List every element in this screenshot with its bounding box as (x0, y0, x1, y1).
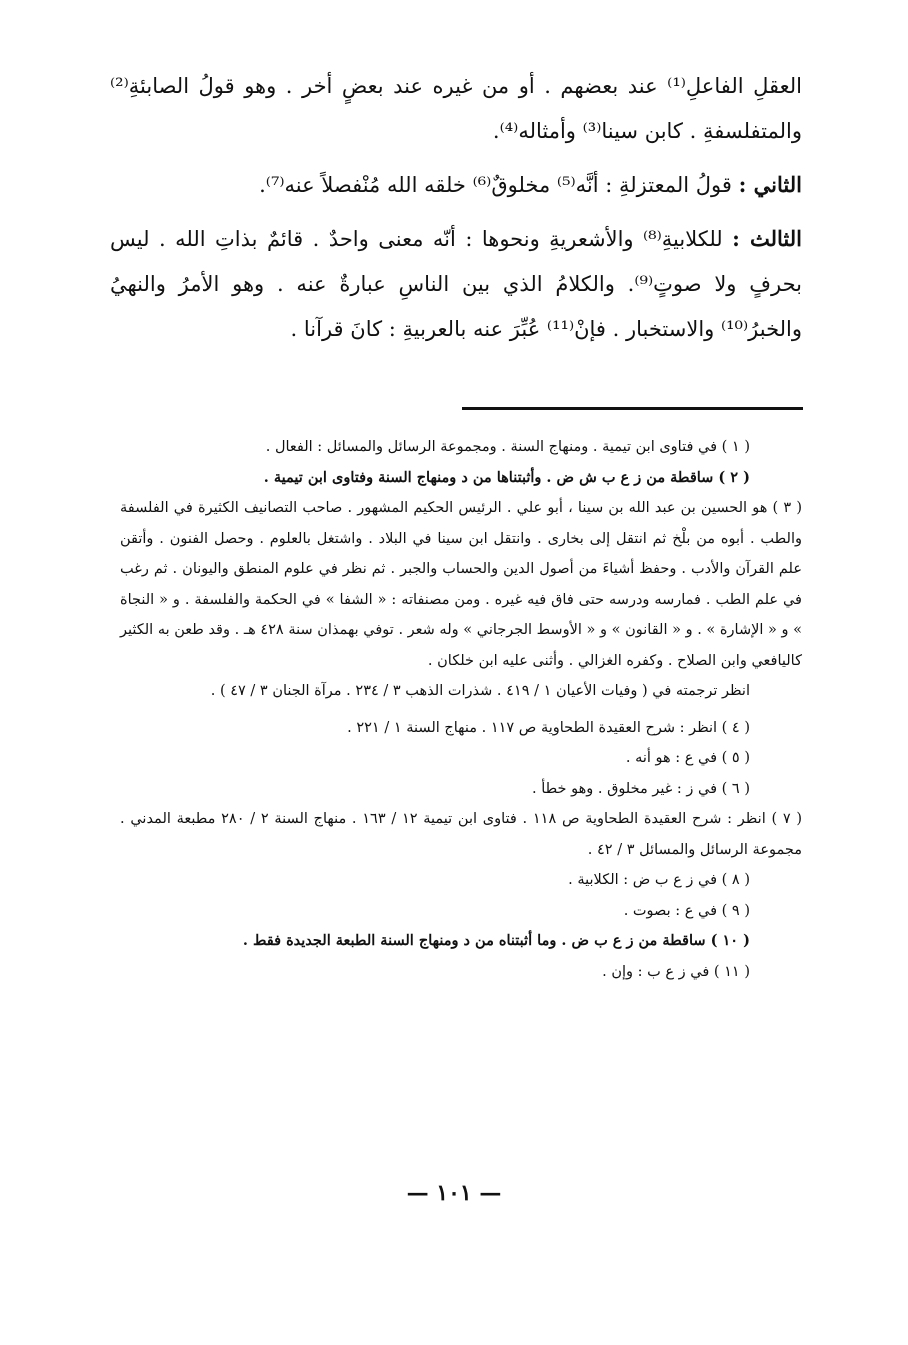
main-text (110, 64, 802, 352)
footnote-2: ( ٢ ) ساقطة من ز ع ب ش ض . وأثبتناها من د ومنهاج السنة وفتاوى ابن تيمية . (263, 468, 750, 486)
paragraph-2-text: قولُ المعتزلةِ : أنَّه⁽⁵⁾ مخلوقٌ⁽⁶⁾ خلقه الله مُنْفصلاً عنه⁽⁷⁾. (259, 173, 732, 197)
footnote-4: ( ٤ ) انظر : شرح العقيدة الطحاوية ص ١١٧ . منهاج السنة ١ / ٢٢١ . (347, 719, 750, 736)
paragraph-1: العقلِ الفاعلِ⁽¹⁾ عند بعضهم . أو من غيره عند بعضٍ أخر . وهو قولُ الصابئةِ⁽²⁾ والمتفلسفةِ . كابن سينا⁽³⁾ وأمثاله⁽⁴⁾. (110, 74, 802, 143)
page-number: — ١٠١ — (406, 1180, 502, 1206)
footnote-7: ( ٧ ) انظر : شرح العقيدة الطحاوية ص ١١٨ . فتاوى ابن تيمية ١٢ / ١٦٣ . منهاج السنة ٢ / ٢٨٠ مطبعة المدني . مجموعة الرسائل والمسائل ٣ / ٤٢ . (120, 811, 802, 858)
footnote-8: ( ٨ ) في ز ع ب ض : الكلابية . (568, 872, 750, 888)
paragraph-2 (110, 162, 802, 208)
footnotes (120, 432, 802, 987)
footnote-9: ( ٩ ) في ع : بصوت . (623, 902, 750, 919)
footnote-10: ( ١٠ ) ساقطة من ز ع ب ض . وما أثبتناه من د ومنهاج السنة الطبعة الجديدة فقط . (242, 932, 750, 949)
paragraph-2-lead: الثاني : (738, 172, 802, 197)
footnote-6: ( ٦ ) في ز : غير مخلوق . وهو خطأ . (532, 780, 750, 797)
paragraph-3-text: للكلابيةِ⁽⁸⁾ والأشعريةِ ونحوها : أنّه معنى واحدٌ . قائمٌ بذاتِ الله . ليس بحرفٍ ولا صوتٍ⁽⁹⁾. والكلامُ الذي بين الناسِ عبارةٌ عنه . وهو الأمرُ والنهيُ والخبرُ⁽¹⁰⁾ والاستخبار . فإنْ⁽¹¹⁾ عُبِّرَ عنه بالعربيةِ : كانَ قرآنا . (110, 227, 802, 341)
paragraph-3-lead: الثالث : (732, 226, 802, 251)
footnote-3: ( ٣ ) هو الحسين بن عبد الله بن سينا ، أبو علي . الرئيس الحكيم المشهور . صاحب التصانيف الكثيرة في الفلسفة والطب . أبوه من بلْخ ثم انتقل إلى بخارى . وانتقل ابن سينا في البلاد . واشتغل بالعلوم . وحصل الفنون . وأتقن علم القرآن والأدب . وحفظ أشياءَ من أصول الدين والحساب والجبر . ثم نظر في علوم المنطق واليونان . ثم رغب في علم الطب . فمارسه ودرسه حتى فاق فيه غيره . ومن مصنفاته : « الشفا » في الحكمة والفلسفة . و « النجاة » و « الإشارة » . و « القانون » و « الأوسط الجرجاني » وله شعر . توفي بهمذان سنة ٤٢٨ هـ . وقد طعن به الكثير كاليافعي وابن الصلاح . وكفره الغزالي . وأثنى عليه ابن خلكان . (120, 500, 802, 669)
footnote-1: ( ١ ) في فتاوى ابن تيمية . ومنهاج السنة . ومجموعة الرسائل والمسائل : الفعال . (265, 439, 750, 455)
footnote-11: ( ١١ ) في ز ع ب : وإن . (602, 963, 750, 980)
paragraph-3 (110, 216, 802, 352)
footnote-3-sources: انظر ترجمته في ( وفيات الأعيان ١ / ٤١٩ . شذرات الذهب ٣ / ٢٣٤ . مرآة الجنان ٣ / ٤٧ ) . (210, 683, 750, 699)
footnote-divider (462, 407, 803, 410)
footnote-5: ( ٥ ) في ع : هو أنه . (625, 750, 750, 766)
